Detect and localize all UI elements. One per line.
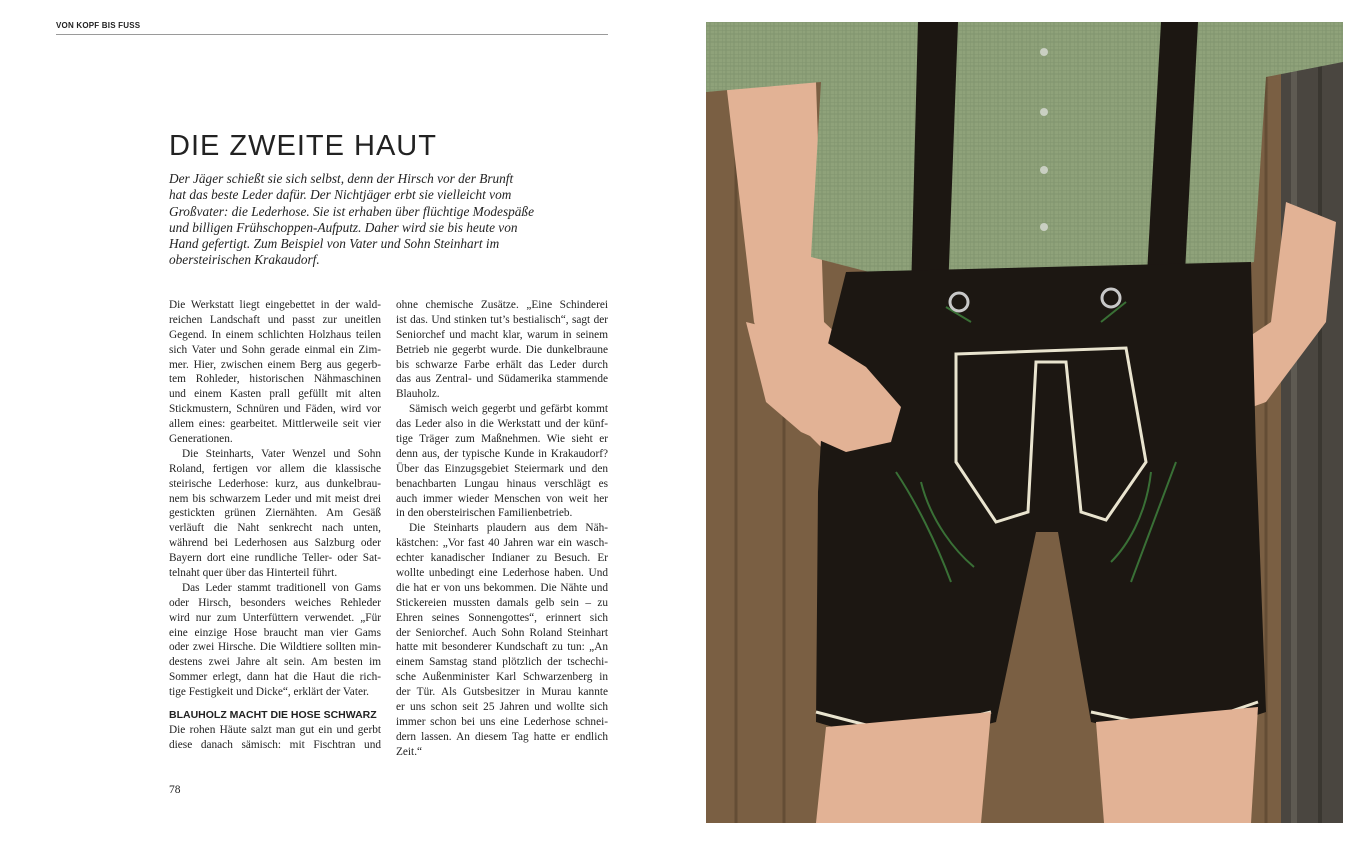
body-line: destens zwei Jahre alt sein. Am besten im <box>169 656 381 669</box>
body-line: Blauholz. <box>396 388 440 401</box>
lead-line: Hand gefertigt. Zum Beispiel von Vater und Sohn Steinhart im <box>169 236 500 252</box>
body-line: denn aus, der typische Kunde in Krakaudorf? <box>396 447 608 460</box>
body-line: Sommer erlegt, dann hat die Haut die rich- <box>169 671 381 684</box>
body-line: gestickten grünen Ziernähten. Am Gesäß <box>169 507 381 520</box>
body-line: in den obersteirischen Familienbetrieb. <box>396 507 573 520</box>
body-line: mer. Hier, zwischen einem Berg aus gegerb- <box>169 358 381 371</box>
lead-line: hat das beste Leder dafür. Der Nichtjäger erbt sie vielleicht vom <box>169 187 512 203</box>
body-line: Sämisch weich gegerbt und gefärbt kommt <box>409 403 608 416</box>
article-title: DIE ZWEITE HAUT <box>169 130 437 162</box>
body-line: benachbarten Lungau hinaus verschlägt es <box>396 477 608 490</box>
body-line: Ehren seines Sonnengottes“, erinnert sich <box>396 611 608 624</box>
body-line: sche Außenminister Karl Schwarzenberg in <box>396 671 608 684</box>
body-line: eine einzige Hose braucht man vier Gams <box>169 626 381 639</box>
body-line: während bei Lederhosen aus Salzburg oder <box>169 537 381 550</box>
body-line: kästchen: „Vor fast 40 Jahren war ein wasch- <box>396 537 608 550</box>
body-line: bis schwarze Farbe erhält das Leder durch <box>396 358 608 371</box>
body-line: Zeit.“ <box>396 745 423 758</box>
body-line: Roland, fertigen vor allem die klassische <box>169 462 381 475</box>
body-line: sich Vater und Sohn gerade einmal ein Zim- <box>169 343 381 356</box>
lead-line: und billigen Frühschoppen-Aufputz. Daher wird sie bis heute von <box>169 219 518 235</box>
body-line: diese danach sämisch: mit Fischtran und <box>169 738 381 751</box>
body-line: steirische Lederhose: kurz, aus dunkelbrau- <box>169 477 381 490</box>
body-line: der Tür. Als Gutsbesitzer in Murau kannte <box>396 686 608 699</box>
body-column-1 <box>169 298 381 753</box>
right-knee <box>1096 707 1258 823</box>
body-line: echter kanadischer Indianer zu Besuch. Er <box>396 552 608 565</box>
section-subhead: BLAUHOLZ MACHT DIE HOSE SCHWARZ <box>169 709 377 722</box>
body-line: Die Steinharts plaudern aus dem Näh- <box>409 522 608 535</box>
body-line: der Seniorchef. Auch Sohn Roland Steinhart <box>396 626 608 639</box>
body-line: oder Hirsch, besonders weiches Rehleder <box>169 596 381 609</box>
body-line: dern lassen. An diesem Tag hatte er endlich <box>396 730 608 743</box>
article-lead <box>169 171 545 269</box>
lead-line: Der Jäger schießt sie sich selbst, denn der Hirsch vor der Brunft <box>169 171 514 186</box>
body-line: Betrieb nie gegerbt wurde. Die dunkelbraune <box>396 343 608 356</box>
page-number: 78 <box>169 784 181 796</box>
body-line: Stickereien mussten damals gelb sein – zu <box>396 596 608 609</box>
body-line: tige Träger zum Maßnehmen. Wie sieht er <box>396 433 608 446</box>
lederhose-photo <box>706 22 1343 823</box>
body-line: wird nur zum Unterfüttern verwendet. „Für <box>169 611 381 624</box>
tree-trunk <box>1281 22 1343 823</box>
body-column-2 <box>396 298 608 760</box>
body-line: tige Festigkeit und Dicke“, erklärt der Vater. <box>169 686 369 699</box>
body-line: Das Leder stammt traditionell von Gams <box>182 581 381 594</box>
body-line: verläuft die Naht senkrecht nach unten, <box>169 522 381 535</box>
lead-line: obersteirischen Krakaudorf. <box>169 252 320 268</box>
body-line: reichen Landschaft und passt zur uneitlen <box>169 313 381 326</box>
body-line: Die rohen Häute salzt man gut ein und gerbt <box>169 723 381 736</box>
body-line: Gegend. In einem schlichten Holzhaus teilen <box>169 328 381 341</box>
body-line: Die Steinharts, Vater Wenzel und Sohn <box>182 447 381 460</box>
body-line: wollte unbedingt eine Lederhose haben. Und <box>396 567 608 580</box>
body-line: Bayern dort eine rundliche Teller- oder Sat- <box>169 552 381 565</box>
body-line: ohne chemische Zusätze. „Eine Schinderei <box>396 299 608 311</box>
body-line: hatte mit besonderer Kundschaft zu tun: „An <box>396 641 608 654</box>
body-line: tem Rohleder, historischen Nähmaschinen <box>169 373 381 386</box>
body-line: einem Samstag stand plötzlich der tschechi- <box>396 656 608 669</box>
body-line: Generationen. <box>169 433 233 446</box>
body-line: das aus Zentral- und Südamerika stammende <box>396 373 608 386</box>
body-line: allem eines: gearbeitet. Mittlerweile seit vier <box>169 418 381 431</box>
running-head: VON KOPF BIS FUSS <box>56 21 608 35</box>
body-line: Über das Einzugsgebiet Steiermark und den <box>396 462 608 475</box>
body-line: das Leder also in die Werkstatt und der künf- <box>396 418 608 431</box>
body-line: ist das. Und stinken tut’s bestialisch“, sagt der <box>396 313 608 326</box>
body-line: Die Werkstatt liegt eingebettet in der wald- <box>169 299 381 311</box>
body-line: immer schon bei uns eine Lederhose schnei- <box>396 715 608 728</box>
lead-line: Großvater: die Lederhose. Sie ist erhaben über flüchtige Modespäße <box>169 203 534 219</box>
body-line: und einem Kasten prall gefüllt mit alten <box>169 388 381 401</box>
body-line: Stickmustern, Schnüren und Fäden, wird vor <box>169 403 381 416</box>
body-line: oder zwei Hirsche. Die Wildtiere sollten min- <box>169 641 381 654</box>
body-line: telnaht quer über das Hinterteil führt. <box>169 567 338 580</box>
left-knee <box>816 712 991 823</box>
body-line: die hat er von uns bekommen. Die Nähte und <box>396 581 608 594</box>
body-line: er uns schon seit 25 Jahren und wollte sich <box>396 701 608 714</box>
body-line: nem bis schwarzem Leder und mit meist drei <box>169 492 381 505</box>
body-line: Seniorchef und macht klar, warum in seinem <box>396 328 608 341</box>
body-line: auch immer wieder Menschen von weit her <box>396 492 608 505</box>
